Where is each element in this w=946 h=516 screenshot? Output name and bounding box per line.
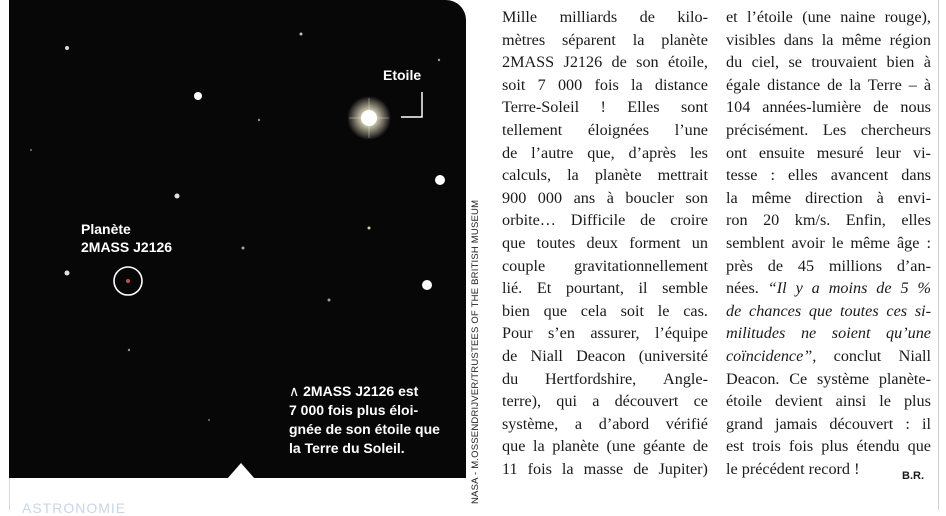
text-line: que la planète (une géante de xyxy=(502,437,708,456)
text-line: égale distance de la Terre – à xyxy=(726,75,931,94)
text-line: semblent avoir le même âge : xyxy=(726,233,931,252)
planet-label xyxy=(81,220,172,256)
astronomy-photo xyxy=(9,0,466,478)
caption-line: 7 000 fois plus éloi- xyxy=(289,402,419,418)
star xyxy=(208,419,210,421)
planet xyxy=(126,279,130,283)
section-tag: ASTRONOMIE xyxy=(22,500,127,516)
star xyxy=(128,349,130,351)
text-line: coïncidence”, conclut Niall xyxy=(726,346,931,365)
text-line: couple gravitationnellement xyxy=(502,256,708,275)
text-line: calculs, la planète mettrait xyxy=(502,166,708,185)
text-line: orbite… Difficile de croire xyxy=(502,211,708,230)
star xyxy=(65,271,70,276)
text-line: grand jamais découvert : il xyxy=(726,414,931,433)
star xyxy=(175,194,180,199)
star xyxy=(368,227,371,230)
text-line: ont ensuite mesuré leur vi- xyxy=(726,143,931,162)
text-line: du Hertfordshire, Angle- xyxy=(502,369,708,388)
planet-label-line: 2MASS J2126 xyxy=(81,239,173,255)
star xyxy=(422,280,432,290)
caption-line: la Terre du Soleil. xyxy=(289,440,405,456)
text-line: la même direction à envi- xyxy=(726,188,931,207)
photo-caption xyxy=(289,382,466,458)
article-column-1 xyxy=(502,6,708,480)
text-line: précisément. Les chercheurs xyxy=(726,120,931,139)
star xyxy=(435,175,445,185)
text-line: de chances que toutes ces si- xyxy=(726,301,931,320)
star-label: Etoile xyxy=(383,67,422,83)
bottom-rule xyxy=(9,478,10,510)
star xyxy=(258,119,260,121)
text-line: tellement éloignées l’une xyxy=(502,120,708,139)
author-signature: B.R. xyxy=(902,470,924,482)
caption-line: ∧ 2MASS J2126 est xyxy=(289,383,419,399)
text-line: soit 7 000 fois la distance xyxy=(502,75,708,94)
text-line: visibles dans la même région xyxy=(726,30,931,49)
text-line: que toutes deux forment un xyxy=(502,233,708,252)
text-line: 2MASS J2126 de son étoile, xyxy=(502,53,708,72)
text-line: 11 fois la masse de Jupiter) xyxy=(502,459,708,478)
star xyxy=(438,59,440,61)
text-line: militudes ne soient qu’une xyxy=(726,324,931,343)
text-line: lié. Et pourtant, il semble xyxy=(502,279,708,298)
text-line: le précédent record ! xyxy=(726,459,860,478)
text-line: bien que cela soit le cas. xyxy=(502,301,708,320)
text-line: près de 45 millions d’an- xyxy=(726,256,931,275)
photo-credit: NASA - M.OSSENDRIJVER/TRUSTEES OF THE BRITISH MUSEUM xyxy=(470,199,481,504)
text-line: terre), qui a découvert ce xyxy=(502,392,708,411)
star xyxy=(30,149,32,151)
text-line: Terre-Soleil ! Elles sont xyxy=(502,98,708,117)
text-line: tesse : elles avancent dans xyxy=(726,166,931,185)
star xyxy=(328,299,331,302)
text-line: nées. “Il y a moins de 5 % xyxy=(726,279,931,298)
page-edge xyxy=(938,0,946,510)
caption-marker: ∧ xyxy=(289,383,300,399)
text-line: de Niall Deacon (université xyxy=(502,346,708,365)
photo-notch xyxy=(227,463,255,478)
text-line: Mille milliards de kilo- xyxy=(502,8,708,26)
article-column-2 xyxy=(726,6,931,480)
text-line: de l’autre que, d’après les xyxy=(502,143,708,162)
text-line: étoile devient ainsi le plus xyxy=(726,392,931,411)
text-line: Deacon. Ce système planète- xyxy=(726,369,931,388)
star xyxy=(194,92,202,100)
star xyxy=(300,33,303,36)
text-line: 104 années-lumière de nous xyxy=(726,98,931,117)
text-line: Pour s’en assurer, l’équipe xyxy=(502,324,708,343)
text-line: système, a d’abord vérifié xyxy=(502,414,708,433)
text-line: est trois fois plus étendu que xyxy=(726,437,931,456)
star-pointer xyxy=(401,92,422,117)
planet-label-line: Planète xyxy=(81,221,131,237)
text-line: ron 20 km/s. Enfin, elles xyxy=(726,211,931,230)
star xyxy=(65,46,69,50)
text-line: mètres séparent la planète xyxy=(502,30,708,49)
star xyxy=(242,247,245,250)
caption-line: gnée de son étoile que xyxy=(289,421,440,437)
text-line: 900 000 ans à boucler son xyxy=(502,188,708,207)
text-line: du ciel, se trouvaient bien à xyxy=(726,53,931,72)
text-line: et l’étoile (une naine rouge), xyxy=(726,8,931,26)
